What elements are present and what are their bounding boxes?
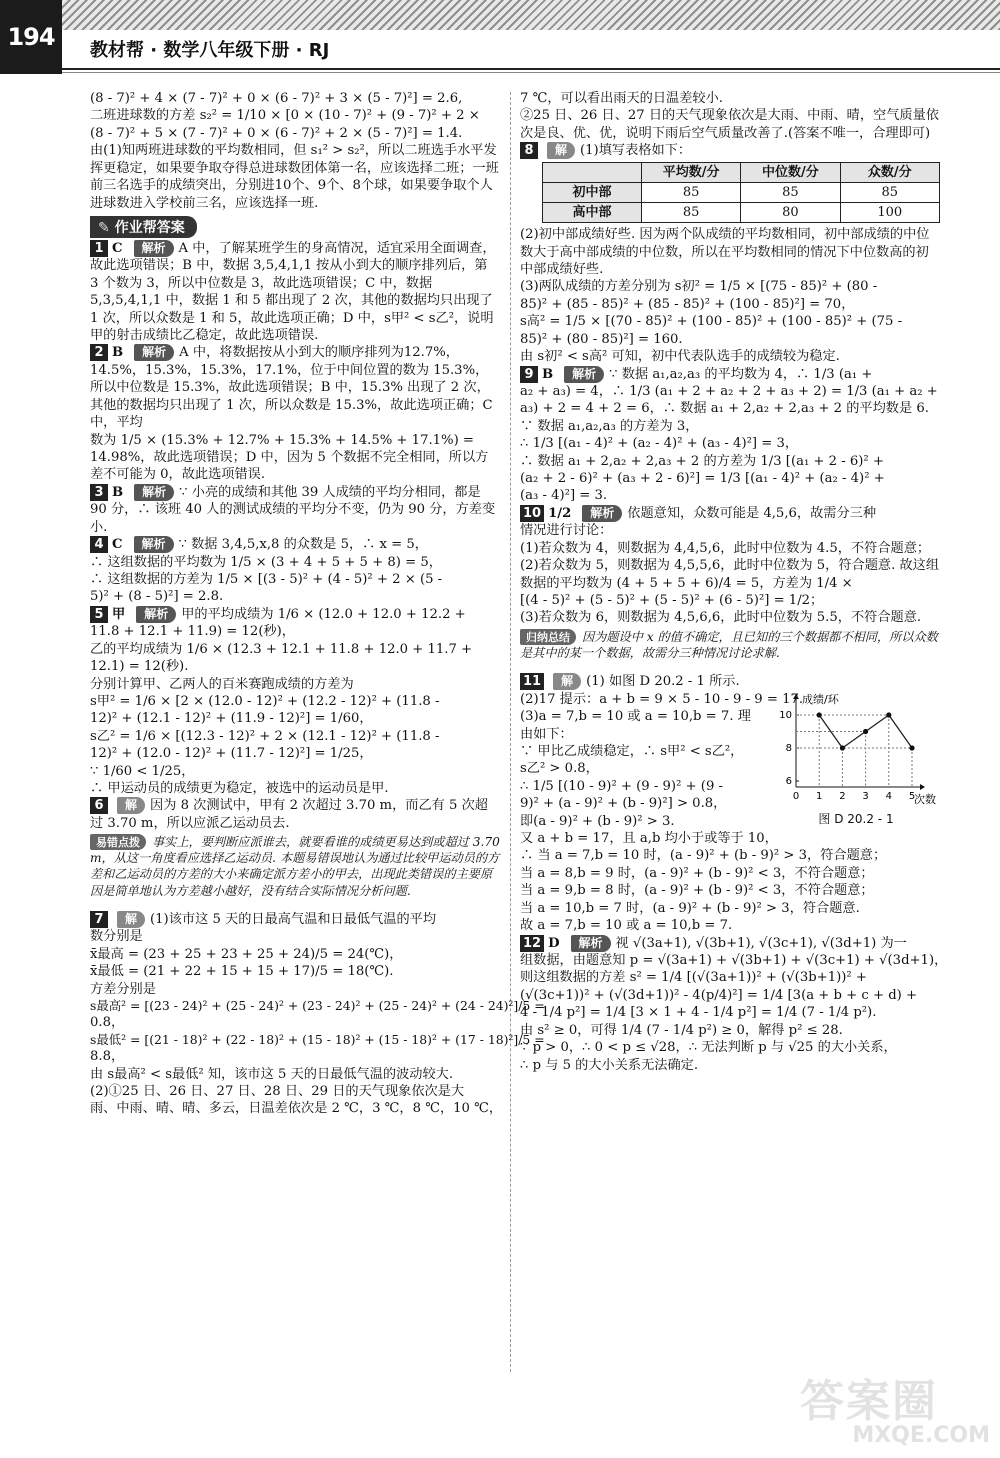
q12-line: (√(3c+1))² + (√(3d+1))² - 4(p/4)²] = 1/4 [3(a + b + c + d) + [520, 987, 918, 1003]
question-number: 9 [520, 366, 538, 383]
score-table [542, 162, 940, 223]
column-header: 平均数/分 [642, 162, 741, 182]
q10-line: 情况进行讨论： [520, 523, 613, 539]
line-chart [772, 691, 940, 807]
intro-line-1: (8 - 7)² + 4 × (7 - 7)² + 0 × (6 - 7)² + 3 × (5 - 7)²] = 2.6, [90, 91, 463, 106]
question-number: 11 [520, 673, 544, 690]
q5-line: s乙² = 1/6 × [(12.3 - 12)² + 2 × (12.1 - 12)² + (11.8 - [90, 728, 440, 744]
question-number: 8 [520, 142, 538, 159]
q5-line: 乙的平均成绩为 1/6 × (12.3 + 12.1 + 11.8 + 12.0 + 11.7 + [90, 641, 473, 657]
y-axis-label: 成绩/环 [802, 692, 839, 706]
question-8 [520, 142, 940, 159]
q11-line: 当 a = 10,b = 7 时，(a - 9)² + (b - 9)² > 3，符合题意. [520, 900, 860, 916]
q7-line: 数分别是 [90, 929, 143, 945]
q11-line: 又 a + b = 17，且 a,b 均小于或等于 10， [520, 831, 778, 847]
q5-line: s甲² = 1/6 × [2 × (12.0 - 12)² + (12.2 - 12)² + (11.8 - [90, 693, 440, 709]
question-number: 3 [90, 484, 108, 501]
data-point [840, 745, 845, 750]
q8-line: 85)² + (80 - 85)²] = 160. [520, 331, 683, 347]
q9-line: a₂ + a₃) = 4，∴ 1/3 (a₁ + 2 + a₂ + 2 + a₃ + 2) = 1/3 (a₁ + a₂ + [520, 383, 938, 399]
q8-line: (3)两队成绩的方差分别为 s初² = 1/5 × [(75 - 85)² + (80 - [520, 279, 878, 295]
solution-tag: 解 [547, 142, 575, 159]
question-12 [520, 935, 940, 952]
tip-box [90, 834, 500, 898]
q7-line: 0.8， [90, 1015, 125, 1031]
intro-line-3: (8 - 7)² + 5 × (7 - 7)² + 0 × (6 - 7)² + 2 × (5 - 7)²] = 1.4. [90, 125, 463, 141]
analysis-tag: 解析 [134, 240, 174, 257]
analysis-tag: 解析 [134, 536, 174, 553]
table-header-row [543, 162, 940, 182]
q12-line: ∵ p > 0，∴ 0 < p ≤ √28，∴ 无法判断 p 与 √25 的大小关系， [520, 1040, 897, 1056]
q7-line: (2)①25 日、26 日、27 日、28 日、29 日的天气现象依次是大 [90, 1083, 465, 1099]
section-banner [90, 216, 197, 238]
q8-line: 85)² + (85 - 85)² + (85 - 85)² + (100 - 85)²] = 70， [520, 296, 855, 312]
x-tick-label: 3 [862, 790, 869, 802]
page-header [0, 0, 1000, 86]
solution-tag: 解 [553, 673, 581, 690]
book-title: 教材帮 · 数学八年级下册 · RJ [90, 40, 330, 61]
q4-line: ∴ 这组数据的平均数为 1/5 × (3 + 4 + 5 + 5 + 8) = 5， [90, 554, 442, 570]
x-tick-label: 5 [908, 790, 916, 802]
watermark-url: MXQE.COM [852, 1423, 990, 1448]
watermark-text: 答案圈 [800, 1376, 938, 1427]
solution-line: (1) 如图 D 20.2 - 1 所示. [586, 674, 740, 690]
question-6 [90, 797, 500, 832]
q11-line: s乙² > 0.8， [520, 761, 599, 777]
q8-line: 由 s初² < s高² 可知，初中代表队选手的成绩较为稳定. [520, 349, 840, 365]
row-header: 高中部 [543, 203, 642, 223]
row-header: 初中部 [543, 182, 642, 202]
solution-tag: 解 [117, 797, 145, 814]
question-1 [90, 240, 500, 345]
question-3 [90, 484, 500, 536]
question-9 [520, 366, 940, 383]
x-tick-label: 4 [885, 790, 892, 802]
analysis-tag: 解析 [134, 484, 174, 501]
analysis-line: 甲的平均成绩为 1/6 × (12.0 + 12.0 + 12.2 + [181, 606, 466, 622]
q11-line: (3)a = 7,b = 10 或 a = 10,b = 7. 理 [520, 709, 751, 725]
q4-line: ∴ 这组数据的方差为 1/5 × [(3 - 5)² + (4 - 5)² + 2 × (5 - [90, 571, 443, 587]
q5-line: ∴ 甲运动员的成绩更为稳定，被选中的运动员是甲. [90, 781, 389, 797]
column-header: 众数/分 [840, 162, 940, 182]
q11-line: 9)² + (a - 9)² + (b - 9)²] > 0.8， [520, 796, 727, 812]
question-4 [90, 536, 500, 553]
question-number: 7 [90, 911, 108, 928]
watermark-logo [800, 1376, 990, 1450]
q7-line: x̄最低 = (21 + 22 + 15 + 15 + 17)/5 = 18(℃). [90, 964, 394, 980]
right-column [520, 90, 948, 1074]
pencil-icon: ✎ [98, 219, 110, 236]
question-number: 12 [520, 935, 544, 952]
tip-tag: 归纳总结 [520, 629, 576, 645]
analysis-line: 视 √(3a+1), √(3b+1), √(3c+1), √(3d+1) 为一 [615, 935, 907, 951]
q9-line: ∴ 数据 a₁ + 2,a₂ + 2,a₃ + 2 的方差为 1/3 [(a₁ + 2 - 6)² + [520, 453, 884, 469]
q7-continued: ②25 日、26 日、27 日的天气现象依次是大雨、中雨、晴，空气质量依次是良、优、优，说明下雨后空气质量改善了.(答案不唯一，合理即可) [520, 108, 939, 141]
question-number: 4 [90, 536, 108, 553]
q11-line: (2)17 提示：a + b = 9 × 5 - 10 - 9 - 9 = 17. [520, 691, 804, 707]
solution-text: (1)填写表格如下： [580, 143, 692, 159]
table-cell: 85 [642, 203, 741, 223]
table-row [543, 203, 940, 223]
q11-line: 当 a = 8,b = 9 时，(a - 9)² + (b - 9)² < 3，不符合题意； [520, 865, 874, 881]
table-cell: 85 [642, 182, 741, 202]
answer: B [542, 366, 554, 382]
x-tick-label: 1 [816, 790, 823, 802]
question-7 [90, 911, 500, 928]
x-axis-arrow [920, 784, 925, 790]
page-number: 194 [0, 0, 62, 74]
q5-line: 12.1) = 12(秒). [90, 659, 189, 675]
question-number: 6 [90, 797, 108, 814]
q12-line: 组数据，由题意知 p = √(3a+1) + √(3b+1) + √(3c+1) + √(3d+1)， [520, 952, 948, 968]
header-rule-thin [62, 72, 1000, 73]
y-tick-label: 10 [779, 709, 792, 721]
solution-line: (1)该市这 5 天的日最高气温和日最低气温的平均 [150, 911, 437, 927]
table-cell: 80 [741, 203, 840, 223]
q10-line: (3)若众数为 6，则数据为 4,5,6,6，此时中位数为 5.5，不符合题意. [520, 610, 922, 626]
analysis-text: A 中，将数据按从小到大的顺序排列为12.7%，14.5%，15.3%，15.3%，17.1%，位于中间位置的数为 15.3%，所以中位数是 15.3%，故此选项错误；B 中，15.3% 出现了 2 次，其他的数据均只出现了 1 次，所以众数是 15.3%，故此选项正确；C 中，平均 [90, 345, 493, 431]
q4-line: 5)² + (8 - 5)²] = 2.8. [90, 589, 224, 605]
q11-line: ∴ 1/5 [(10 - 9)² + (9 - 9)² + (9 - [520, 778, 723, 794]
q7-continued: 7 ℃，可以看出雨天的日温差较小. [520, 91, 723, 106]
y-tick-label: 8 [785, 742, 792, 754]
q7-line: s最低² = [(21 - 18)² + (22 - 18)² + (15 - 18)² + (15 - 18)² + (17 - 18)²]/5 = [90, 1031, 545, 1047]
q10-line: (1)若众数为 4，则数据为 4,4,5,6，此时中位数为 4.5，不符合题意； [520, 540, 931, 556]
line-chart-figure [772, 691, 940, 825]
solution-text: 因为 8 次测试中，甲有 2 次超过 3.70 m，而乙有 5 次超过 3.70 m，所以应派乙运动员去. [90, 798, 488, 831]
y-tick-label: 6 [785, 775, 792, 787]
q7-line: 由 s最高² < s最低² 知，该市这 5 天的日最低气温的波动较大. [90, 1066, 454, 1082]
table-row [543, 182, 940, 202]
q9-line: a₃) + 2 = 4 + 2 = 6，∴ 数据 a₁ + 2,a₂ + 2,a₃ + 2 的平均数是 6. [520, 401, 929, 417]
data-point [909, 745, 914, 750]
q7-line: 8.8， [90, 1049, 125, 1065]
question-number: 10 [520, 505, 544, 522]
q7-line: x̄最高 = (23 + 25 + 23 + 25 + 24)/5 = 24(℃)， [90, 946, 403, 962]
figure-caption: 图 D 20.2 - 1 [818, 812, 894, 827]
header-hatch-band [60, 0, 1000, 30]
question-number: 1 [90, 240, 108, 257]
question-2 [90, 344, 500, 431]
answer: B [112, 345, 124, 361]
q11-line: 故 a = 7,b = 10 或 a = 10,b = 7. [520, 918, 733, 934]
question-11 [520, 673, 940, 690]
q12-line: 则这组数据的方差 s² = 1/4 [(√(3a+1))² + (√(3b+1))² + [520, 970, 867, 986]
q8-part-2: (2)初中部成绩好些. 因为两个队成绩的平均数相同，初中部成绩的中位数大于高中部成绩的中位数，所以在平均数相同的情况下中位数高的初中部成绩好些. [520, 227, 930, 277]
answer: B [112, 484, 124, 500]
question-number: 2 [90, 344, 108, 361]
analysis-tag: 解析 [582, 505, 622, 522]
analysis-text: ∵ 小亮的成绩和其他 39 人成绩的平均分相同，都是 90 分，∴ 该班 40 人的测试成绩的平均分不变，仍为 90 分，方差变小. [90, 484, 496, 535]
solution-tag: 解 [117, 911, 145, 928]
analysis-tag: 解析 [134, 344, 174, 361]
q5-line: 12)² + (12.1 - 12)² + (11.9 - 12)²] = 1/60， [90, 711, 373, 727]
data-point [886, 712, 891, 717]
q2-conclusion: 14.98%，故此选项错误；D 中，因为 5 个数据不完全相同，所以方差不可能为 0，故此选项错误. [90, 450, 489, 483]
q11-line: 由如下： [520, 726, 573, 742]
data-point [863, 729, 868, 734]
q7-line: 方差分别是 [90, 981, 156, 997]
answer: 甲 [112, 606, 126, 622]
answer: D [548, 935, 560, 951]
q12-line: 由 s² ≥ 0，可得 1/4 (7 - 1/4 p²) ≥ 0，解得 p² ≤ 28. [520, 1022, 843, 1038]
q10-line: (2)若众数为 5，则数据为 4,5,5,6，此时中位数为 5，符合题意. 故这组数据的平均数为 (4 + 5 + 5 + 6)/4 = 5，方差为 1/4 × [520, 558, 940, 591]
table-cell: 100 [840, 203, 940, 223]
header-rule [62, 68, 1000, 70]
q5-line: 12)² + (12.0 - 12)² + (11.7 - 12)²] = 1/25， [90, 746, 373, 762]
question-10 [520, 505, 940, 522]
analysis-tag: 解析 [571, 935, 611, 952]
q12-line: ∴ p 与 5 的大小关系无法确定. [520, 1057, 699, 1073]
tip-box [520, 629, 940, 661]
chart-guides [796, 715, 912, 787]
q9-line: ∵ 数据 a₁,a₂,a₃ 的方差为 3， [520, 418, 699, 434]
table-cell: 85 [840, 182, 940, 202]
q9-line: ∴ 1/3 [(a₁ - 4)² + (a₂ - 4)² + (a₃ - 4)²] = 3， [520, 436, 799, 452]
q11-line: ∴ 当 a = 7,b = 10 时，(a - 9)² + (b - 9)² > 3，符合题意； [520, 848, 887, 864]
answer: C [112, 537, 123, 553]
q2-mean-line: 数为 1/5 × (15.3% + 12.7% + 15.3% + 14.5% + 17.1%) = [90, 432, 474, 448]
q9-line: (a₂ + 2 - 6)² + (a₃ + 2 - 6)²] = 1/3 [(a₁ - 4)² + (a₂ - 4)² + [520, 471, 885, 487]
x-tick-label: 2 [839, 790, 846, 802]
table-corner [543, 162, 642, 182]
q5-line: 11.8 + 12.1 + 11.9) = 12(秒)， [90, 624, 295, 640]
x-axis-label: 次数 [914, 792, 936, 806]
q5-line: ∵ 1/60 < 1/25， [90, 763, 195, 779]
intro-conclusion: 由(1)知两班进球数的平均数相同，但 s₁² > s₂²，所以二班选手水平发挥更稳定，如果要争取夺得总进球数团体第一名，应该选择二班；一班前三名选手的成绩突出，分别进10个、9个、8个球，如果要争取个人进球数进入学校前三名，应该选择一班. [90, 143, 499, 211]
q5-line: 分别计算甲、乙两人的百米赛跑成绩的方差为 [90, 676, 354, 692]
left-column [90, 90, 545, 1118]
q7-line: s最高² = [(23 - 24)² + (25 - 24)² + (23 - 24)² + (25 - 24)² + (24 - 24)²]/5 = [90, 997, 545, 1013]
tip-text: 因为题设中 x 的值不确定，且已知的三个数据都不相同，所以众数是其中的某一个数据，故需分三种情况讨论求解. [520, 629, 938, 660]
tip-text: 事实上，要判断应派谁去，就要看谁的成绩更易达到或超过 3.70 m，从这一角度看应选择乙运动员. 本题易错误地认为通过比较甲运动员的方差和乙运动员的方差的大小来确定派方差小的甲去，出现此类错误的主要原因是简单地认为方差越小越好，没有结合实际情况分析问题. [90, 835, 500, 898]
analysis-line: ∵ 数据 3,4,5,x,8 的众数是 5，∴ x = 5， [178, 537, 428, 553]
q8-line: s高² = 1/5 × [(70 - 85)² + (100 - 85)² + (100 - 85)² + (75 - [520, 314, 903, 330]
q11-line: 当 a = 9,b = 8 时，(a - 9)² + (b - 9)² < 3，不符合题意； [520, 883, 874, 899]
analysis-line: 依题意知，众数可能是 4,5,6，故需分三种 [627, 505, 877, 521]
q7-line: 雨、中雨、晴、晴、多云，日温差依次是 2 ℃，3 ℃，8 ℃，10 ℃， [90, 1101, 503, 1117]
column-divider [510, 92, 511, 1372]
q11-line: ∵ 甲比乙成绩稳定，∴ s甲² < s乙²， [520, 743, 744, 759]
banner-label: 作业帮答案 [114, 219, 185, 236]
q11-line: 即(a - 9)² + (b - 9)² > 3. [520, 813, 675, 829]
q10-line: [(4 - 5)² + (5 - 5)² + (5 - 5)² + (6 - 5)²] = 1/2； [520, 593, 824, 609]
question-number: 5 [90, 606, 108, 623]
data-point [817, 712, 822, 717]
analysis-tag: 解析 [564, 366, 604, 383]
x-tick-label: 0 [792, 790, 800, 802]
analysis-line: ∵ 数据 a₁,a₂,a₃ 的平均数为 4，∴ 1/3 (a₁ + [609, 366, 873, 382]
analysis-text: A 中，了解某班学生的身高情况，适宜采用全面调查，故此选项错误；B 中，数据 3,5,4,1,1 按从小到大的顺序排列后，第 3 个数为 3，所以中位数是 3，故此选项错误；C 中，数据 5,3,5,4,1,1 中，数据 1 和 5 都出现了 2 次，其他的数据均只出现了 1 次，所以众数是 1 和 5，故此选项正确；D 中，s甲² < s乙²，说明甲的射击成绩比乙稳定，故此选项错误. [90, 240, 496, 344]
answer: 1/2 [548, 505, 572, 521]
question-5 [90, 606, 500, 623]
q9-line: (a₃ - 4)²] = 3. [520, 488, 608, 504]
column-header: 中位数/分 [741, 162, 840, 182]
analysis-tag: 解析 [136, 606, 176, 623]
intro-line-2: 二班进球数的方差 s₂² = 1/10 × [0 × (10 - 7)² + (9 - 7)² + 2 × [90, 108, 480, 124]
tip-tag: 易错点拨 [90, 834, 146, 850]
q12-line: 4 - 1/4 p²] = 1/4 [3 × 1 + 4 - 1/4 p²] = 1/4 (7 - 1/4 p²). [520, 1005, 877, 1021]
answer: C [112, 240, 123, 256]
table-cell: 85 [741, 182, 840, 202]
